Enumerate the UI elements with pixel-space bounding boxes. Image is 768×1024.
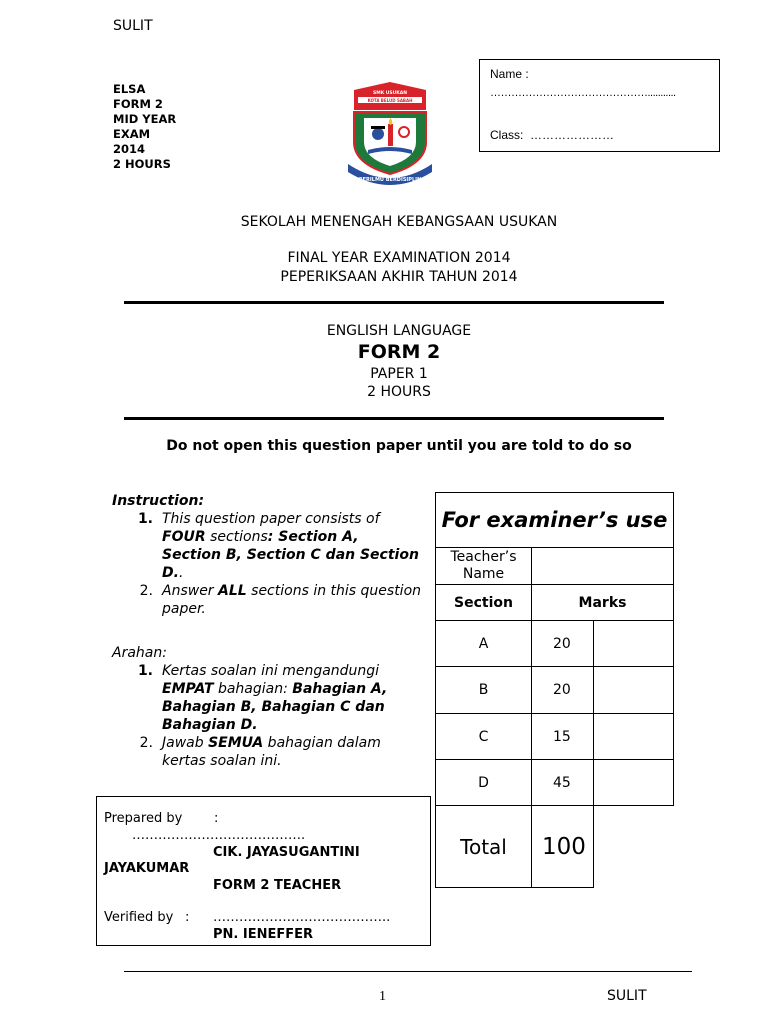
name-label: Name : xyxy=(490,67,529,81)
marks-header: Marks xyxy=(532,585,674,621)
table-row xyxy=(436,760,674,806)
warning-text: Do not open this question paper until you are told to do so xyxy=(166,438,632,454)
table-row xyxy=(436,667,674,714)
meta-line: ELSA xyxy=(113,82,146,96)
instruction-item: 1. This question paper consists of FOUR sections: Section A, Section B, Section C dan Section D.. xyxy=(137,511,419,581)
section-cell: D xyxy=(436,760,532,806)
total-value: 100 xyxy=(532,806,594,888)
exam-meta xyxy=(113,82,176,172)
page-number: 1 xyxy=(379,989,386,1004)
footer-sulit: SULIT xyxy=(607,988,647,1004)
colon: : xyxy=(214,811,219,826)
verified-label: Verified by xyxy=(104,910,174,925)
max-marks-cell: 45 xyxy=(532,760,594,806)
meta-line: 2014 xyxy=(113,142,146,156)
preparer-surname: JAYAKUMAR xyxy=(104,861,190,876)
section-cell: C xyxy=(436,714,532,760)
teacher-name-cell[interactable] xyxy=(532,548,674,585)
examiner-title: For examiner’s use xyxy=(436,493,674,548)
header-sulit: SULIT xyxy=(113,18,153,34)
instructions xyxy=(112,492,422,770)
class-field[interactable]: ………………… xyxy=(530,128,614,142)
examiner-table xyxy=(435,492,674,888)
signature-line: …………………………………. xyxy=(132,828,306,843)
score-cell[interactable] xyxy=(594,621,674,667)
instruction-item: 2. Answer ALL sections in this question paper. xyxy=(139,583,422,617)
duration: 2 HOURS xyxy=(367,384,431,400)
preparer-role: FORM 2 TEACHER xyxy=(213,878,342,893)
arahan-item: 2. Jawab SEMUA bahagian dalam kertas soalan ini. xyxy=(139,735,381,769)
school-name: SEKOLAH MENENGAH KEBANGSAAN USUKAN xyxy=(240,214,558,230)
signature-line: ………………………………….. xyxy=(213,910,391,925)
exam-title-en: FINAL YEAR EXAMINATION 2014 xyxy=(287,250,511,266)
total-label: Total xyxy=(436,806,532,888)
max-marks-cell: 20 xyxy=(532,667,594,714)
score-cell[interactable] xyxy=(594,667,674,714)
score-cell[interactable] xyxy=(594,714,674,760)
name-class-box xyxy=(479,59,720,152)
instruction-heading: Instruction: xyxy=(112,493,205,509)
svg-text:SMK USUKAN: SMK USUKAN xyxy=(372,91,408,96)
meta-line: EXAM xyxy=(113,127,151,141)
section-header: Section xyxy=(436,585,532,621)
total-row xyxy=(436,806,674,888)
school-crest-logo xyxy=(340,80,440,192)
table-row xyxy=(436,621,674,667)
prepared-label: Prepared by xyxy=(104,811,183,826)
meta-line: 2 HOURS xyxy=(113,157,171,171)
preparer-name: CIK. JAYASUGANTINI xyxy=(213,845,360,860)
form-title: FORM 2 xyxy=(357,341,441,363)
exam-title-ms: PEPERIKSAAN AKHIR TAHUN 2014 xyxy=(280,269,518,285)
table-row xyxy=(436,714,674,760)
arahan-item: 1. Kertas soalan ini mengandungi EMPAT bahagian: Bahagian A, Bahagian B, Bahagian C dan Bahagian D. xyxy=(137,663,388,733)
max-marks-cell: 15 xyxy=(532,714,594,760)
section-cell: A xyxy=(436,621,532,667)
verifier-name: PN. IENEFFER xyxy=(213,927,314,942)
prepared-by-box xyxy=(96,796,431,946)
colon: : xyxy=(185,910,190,925)
svg-text:KOTA BELUD SABAH: KOTA BELUD SABAH xyxy=(367,97,413,103)
divider xyxy=(124,301,664,304)
arahan-heading: Arahan: xyxy=(112,645,167,661)
class-label: Class: xyxy=(490,128,524,142)
meta-line: FORM 2 xyxy=(113,97,163,111)
meta-line: MID YEAR xyxy=(113,112,177,126)
divider xyxy=(124,417,664,420)
svg-text:BERILMU BERDISIPLIN: BERILMU BERDISIPLIN xyxy=(358,177,422,183)
empty-cell xyxy=(594,806,674,888)
paper: PAPER 1 xyxy=(370,366,428,382)
footer-divider xyxy=(124,971,692,972)
subject: ENGLISH LANGUAGE xyxy=(326,323,472,339)
max-marks-cell: 20 xyxy=(532,621,594,667)
name-field[interactable]: ………………………………………........... xyxy=(490,87,676,99)
teacher-name-label: Teacher’s Name xyxy=(436,548,532,585)
score-cell[interactable] xyxy=(594,760,674,806)
section-cell: B xyxy=(436,667,532,714)
